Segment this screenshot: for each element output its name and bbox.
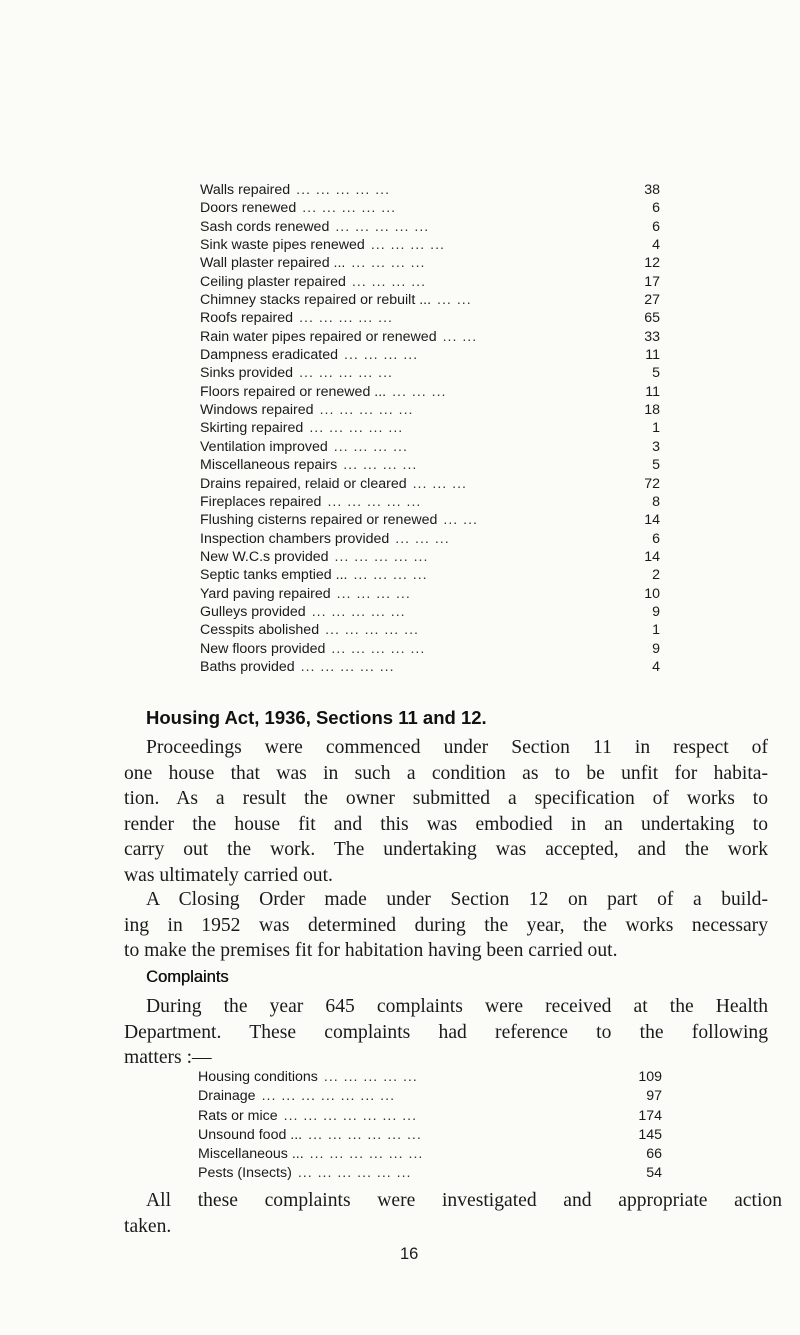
repair-row-leader-dots: ... ... ... ... <box>351 255 426 272</box>
repair-row <box>200 438 660 456</box>
repair-row-label: Miscellaneous repairs <box>200 457 338 474</box>
complaint-row <box>198 1126 662 1145</box>
paragraph-line: During the year 645 complaints were received at the Health <box>146 996 768 1017</box>
repair-row-leader-dots: ... ... ... ... ... <box>325 622 419 639</box>
complaint-row-count: 97 <box>646 1088 662 1105</box>
complaint-row-count: 174 <box>638 1107 662 1124</box>
paragraph-line: was ultimately carried out. <box>124 864 333 886</box>
repair-row <box>200 199 660 217</box>
repair-row-count: 6 <box>652 530 660 547</box>
paragraph-line: Department. These complaints had reference to the following <box>124 1021 768 1043</box>
complaint-row-label: Pests (Insects) <box>198 1165 292 1182</box>
repair-row-label: Walls repaired <box>200 182 291 198</box>
repair-row <box>200 254 660 272</box>
repair-row-count: 5 <box>652 365 660 382</box>
repair-row-label: Roofs repaired <box>200 310 294 327</box>
complaints-intro <box>124 994 768 1071</box>
repair-row-count: 1 <box>652 622 660 639</box>
repair-row-leader-dots: ... ... ... ... ... <box>327 493 422 510</box>
repair-row <box>200 383 660 401</box>
page-number: 16 <box>400 1245 419 1263</box>
repair-row-label: Dampness eradicated <box>200 347 339 364</box>
repair-row-count: 10 <box>644 585 660 602</box>
paragraph-line: All these complaints were investigated and appropriate action <box>146 1190 782 1211</box>
repair-row-count: 1 <box>652 420 660 437</box>
repair-row-count: 6 <box>652 200 660 217</box>
repair-row-leader-dots: ... ... ... ... ... <box>296 182 391 198</box>
repair-row-label: Gulleys provided <box>200 603 306 620</box>
repair-row-leader-dots: ... ... ... ... <box>343 457 418 474</box>
repair-row-leader-dots: ... ... ... ... <box>351 273 427 290</box>
repair-row-count: 33 <box>644 328 660 345</box>
complaint-row-count: 66 <box>646 1146 662 1163</box>
repair-row-count: 11 <box>645 383 660 400</box>
repair-row-leader-dots: ... ... ... ... ... <box>300 658 395 675</box>
complaints-closing <box>124 1188 782 1239</box>
repair-row-leader-dots: ... ... ... ... <box>353 567 428 584</box>
repair-row-leader-dots: ... ... ... ... <box>336 585 411 602</box>
repairs-list <box>200 181 660 676</box>
repair-row-label: Sash cords renewed <box>200 218 330 235</box>
repair-row-leader-dots: ... ... <box>442 328 478 345</box>
repair-row <box>200 328 660 346</box>
repair-row-leader-dots: ... ... ... ... ... <box>311 603 406 620</box>
repair-row <box>200 585 660 603</box>
repair-row <box>200 218 660 236</box>
complaint-row-count: 145 <box>638 1126 662 1143</box>
repair-row-count: 65 <box>644 310 660 327</box>
repair-row-count: 27 <box>644 292 660 309</box>
repair-row-count: 12 <box>644 255 660 272</box>
repair-row-label: Flushing cisterns repaired or renewed <box>200 512 438 529</box>
paragraph-line: matters :— <box>124 1047 212 1069</box>
complaint-row <box>198 1145 662 1164</box>
paragraph-line: taken. <box>124 1215 172 1237</box>
repair-row-count: 72 <box>644 475 660 492</box>
complaint-row-label: Miscellaneous ... <box>198 1146 304 1163</box>
repair-row-leader-dots: ... ... ... ... ... <box>302 200 397 217</box>
repair-row <box>200 456 660 474</box>
repair-row-label: Yard paving repaired <box>200 585 331 602</box>
repair-row-label: Inspection chambers provided <box>200 530 390 547</box>
repair-row-leader-dots: ... ... ... ... ... <box>334 548 429 565</box>
repair-row-label: Floors repaired or renewed ... <box>200 383 387 400</box>
repair-row-leader-dots: ... ... ... ... ... <box>299 310 393 327</box>
complaint-row-leader-dots: ... ... ... ... ... ... ... <box>261 1088 396 1105</box>
repair-row-label: Skirting repaired <box>200 420 304 437</box>
repair-row-leader-dots: ... ... ... ... ... <box>331 640 426 657</box>
repair-row-label: New floors provided <box>200 640 326 657</box>
repair-row-leader-dots: ... ... ... ... ... <box>309 420 404 437</box>
repair-row-label: Sinks provided <box>200 365 294 382</box>
housing-act-paragraph-2 <box>124 887 768 964</box>
repair-row-leader-dots: ... ... ... <box>395 530 450 547</box>
repair-row-count: 11 <box>645 347 660 364</box>
repair-row-count: 3 <box>652 438 660 455</box>
repair-row <box>200 658 660 676</box>
repair-row <box>200 346 660 364</box>
repair-row <box>200 181 660 199</box>
repair-row-label: Doors renewed <box>200 200 297 217</box>
repair-row <box>200 548 660 566</box>
repair-row-label: Ceiling plaster repaired <box>200 273 346 290</box>
repair-row-leader-dots: ... ... ... ... ... <box>319 402 414 419</box>
repair-row-count: 9 <box>652 603 660 620</box>
complaint-row-count: 54 <box>646 1165 662 1182</box>
paragraph-line: A Closing Order made under Section 12 on part of a build- <box>146 889 768 910</box>
repair-row-count: 5 <box>652 457 660 474</box>
repair-row-leader-dots: ... ... <box>443 512 478 529</box>
paragraph-line: one house that was in such a condition as to be unfit for habita- <box>124 762 768 784</box>
housing-act-heading: Housing Act, 1936, Sections 11 and 12. <box>146 707 487 728</box>
complaint-row <box>198 1068 662 1087</box>
complaint-row-leader-dots: ... ... ... ... ... ... ... <box>283 1107 418 1124</box>
repair-row <box>200 401 660 419</box>
complaint-row-leader-dots: ... ... ... ... ... ... <box>309 1146 424 1163</box>
complaint-row-label: Unsound food ... <box>198 1126 303 1143</box>
repair-row-label: Cesspits abolished <box>200 622 320 639</box>
repair-row-count: 14 <box>644 512 660 529</box>
complaint-row-label: Rats or mice <box>198 1107 278 1124</box>
complaint-row <box>198 1107 662 1126</box>
complaint-row-leader-dots: ... ... ... ... ... ... <box>308 1126 422 1143</box>
repair-row <box>200 603 660 621</box>
repair-row <box>200 511 660 529</box>
repair-row-label: Fireplaces repaired <box>200 493 322 510</box>
repair-row-count: 4 <box>652 658 660 675</box>
repair-row-count: 8 <box>652 493 660 510</box>
repair-row-label: Septic tanks emptied ... <box>200 567 348 584</box>
paragraph-line: to make the premises fit for habitation having been carried out. <box>124 940 618 962</box>
repair-row <box>200 493 660 511</box>
repair-row-leader-dots: ... ... ... ... <box>370 237 445 254</box>
repair-row-count: 38 <box>644 182 660 198</box>
repair-row-count: 4 <box>652 237 660 254</box>
repair-row-count: 18 <box>644 402 660 419</box>
complaint-row-count: 109 <box>638 1069 662 1085</box>
repair-row-count: 17 <box>644 273 660 290</box>
repair-row <box>200 530 660 548</box>
complaint-row-label: Drainage <box>198 1088 256 1105</box>
repair-row <box>200 364 660 382</box>
repair-row-label: Ventilation improved <box>200 438 328 455</box>
paragraph-line: ing in 1952 was determined during the year, the works necessary <box>124 914 768 936</box>
repair-row-leader-dots: ... ... ... <box>392 383 447 400</box>
repair-row-label: Chimney stacks repaired or rebuilt ... <box>200 292 432 309</box>
repair-row <box>200 566 660 584</box>
paragraph-line: Proceedings were commenced under Section 11 in respect of <box>146 737 768 758</box>
complaints-list <box>198 1068 662 1184</box>
repair-row-label: Rain water pipes repaired or renewed <box>200 328 437 345</box>
repair-row <box>200 621 660 639</box>
complaints-heading: Complaints <box>146 968 229 986</box>
repair-row-label: Wall plaster repaired ... <box>200 255 346 272</box>
housing-act-paragraph-1 <box>124 735 768 889</box>
repair-row-leader-dots: ... ... ... ... <box>333 438 408 455</box>
repair-row <box>200 273 660 291</box>
complaint-row-label: Housing conditions <box>198 1069 318 1085</box>
repair-row-label: Baths provided <box>200 658 295 675</box>
repair-row-label: Windows repaired <box>200 402 314 419</box>
repair-row <box>200 419 660 437</box>
repair-row-leader-dots: ... ... <box>437 292 472 309</box>
paragraph-line: render the house fit and this was embodied in an undertaking to <box>124 813 768 835</box>
complaint-row-leader-dots: ... ... ... ... ... ... <box>297 1165 412 1182</box>
repair-row-count: 6 <box>652 218 660 235</box>
repair-row-leader-dots: ... ... ... ... ... <box>299 365 393 382</box>
repair-row <box>200 640 660 658</box>
repair-row-label: Sink waste pipes renewed <box>200 237 365 254</box>
repair-row-leader-dots: ... ... ... ... <box>344 347 419 364</box>
repair-row-label: Drains repaired, relaid or cleared <box>200 475 407 492</box>
repair-row <box>200 309 660 327</box>
repair-row-leader-dots: ... ... ... ... ... <box>335 218 430 235</box>
repair-row <box>200 291 660 309</box>
repair-row-count: 9 <box>652 640 660 657</box>
complaint-row <box>198 1087 662 1106</box>
repair-row-count: 2 <box>652 567 660 584</box>
complaint-row <box>198 1164 662 1183</box>
repair-row-leader-dots: ... ... ... <box>412 475 467 492</box>
repair-row-count: 14 <box>644 548 660 565</box>
paragraph-line: carry out the work. The undertaking was accepted, and the work <box>124 839 768 861</box>
complaint-row-leader-dots: ... ... ... ... ... <box>323 1069 418 1085</box>
paragraph-line: tion. As a result the owner submitted a specification of works to <box>124 788 768 810</box>
repair-row <box>200 475 660 493</box>
repair-row <box>200 236 660 254</box>
repair-row-label: New W.C.s provided <box>200 548 329 565</box>
